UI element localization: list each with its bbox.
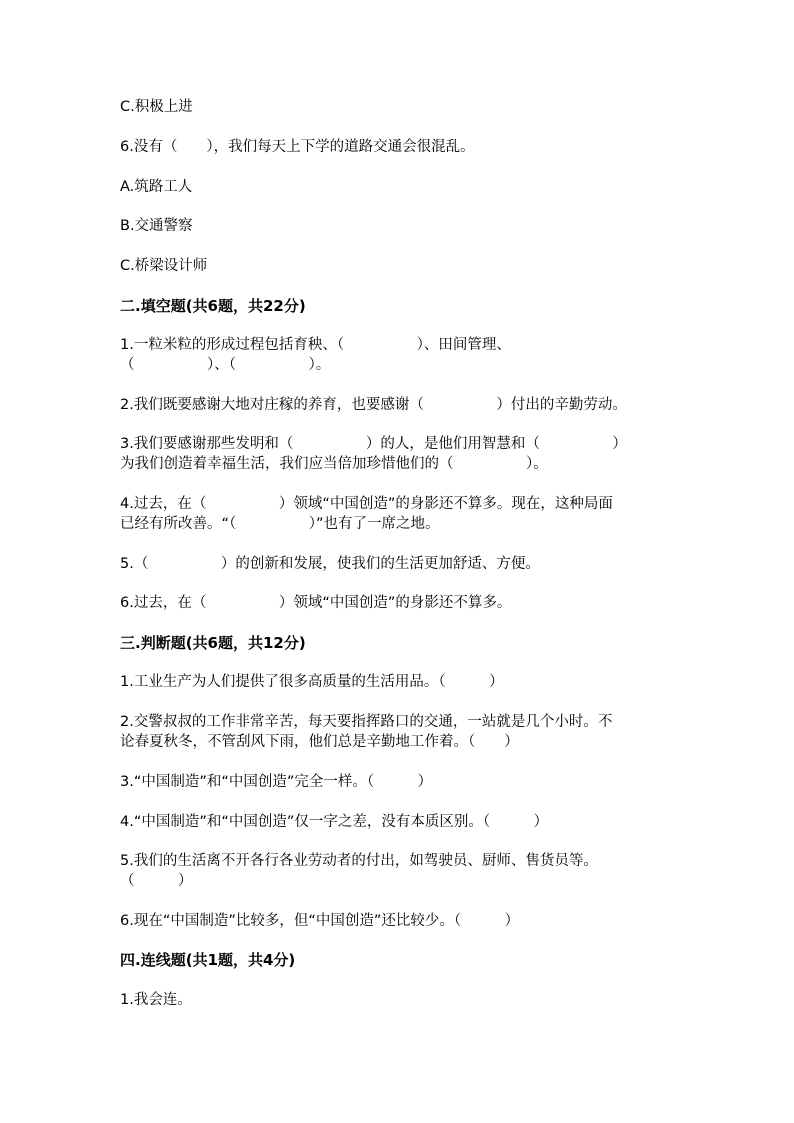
fill-blank-4-line-2: 已经有所改善。“（ ）”也有了一席之地。 (120, 516, 440, 532)
fill-blank-5: 5.（ ）的创新和发展，使我们的生活更加舒适、方便。 (120, 556, 540, 572)
judge-4: 4.“中国制造”和“中国创造”仅一字之差，没有本质区别。（ ） (120, 814, 549, 830)
question-6-option-c: C.桥梁设计师 (120, 258, 208, 274)
matching-1: 1.我会连。 (120, 992, 192, 1008)
judge-1: 1.工业生产为人们提供了很多高质量的生活用品。（ ） (120, 674, 504, 690)
judge-2-line-1: 2.交警叔叔的工作非常辛苦，每天要指挥路口的交通，一站就是几个小时。不 (120, 714, 613, 730)
fill-blank-1-line-1: 1.一粒米粒的形成过程包括育秧、（ ）、田间管理、 (120, 337, 511, 353)
section-3-heading: 三.判断题(共6题，共12分) (120, 634, 306, 652)
fill-blank-6: 6.过去，在（ ）领域“中国创造”的身影还不算多。 (120, 595, 512, 611)
judge-5-line-2: （ ） (120, 873, 193, 889)
fill-blank-2: 2.我们既要感谢大地对庄稼的养育，也要感谢（ ）付出的辛勤劳动。 (120, 397, 627, 413)
judge-3: 3.“中国制造”和“中国创造”完全一样。（ ） (120, 774, 433, 790)
question-6-option-b: B.交通警察 (120, 218, 193, 234)
option-c-prev: C.积极上进 (120, 99, 193, 115)
question-6-option-a: A.筑路工人 (120, 179, 193, 195)
fill-blank-1-line-2: （ ）、（ ）。 (120, 357, 331, 373)
judge-2-line-2: 论春夏秋冬，不管刮风下雨，他们总是辛勤地工作着。（ ） (120, 734, 519, 750)
judge-5-line-1: 5.我们的生活离不开各行各业劳动者的付出，如驾驶员、厨师、售货员等。 (120, 853, 598, 869)
section-2-heading: 二.填空题(共6题，共22分) (120, 297, 306, 315)
question-6-stem: 6.没有（ ），我们每天上下学的道路交通会很混乱。 (120, 139, 475, 155)
judge-6: 6.现在“中国制造”比较多，但“中国创造”还比较少。（ ） (120, 913, 520, 929)
fill-blank-4-line-1: 4.过去，在（ ）领域“中国创造”的身影还不算多。现在，这种局面 (120, 496, 613, 512)
section-4-heading: 四.连线题(共1题，共4分) (120, 951, 296, 969)
fill-blank-3-line-1: 3.我们要感谢那些发明和（ ）的人，是他们用智慧和（ ） (120, 436, 627, 452)
fill-blank-3-line-2: 为我们创造着幸福生活，我们应当倍加珍惜他们的（ ）。 (120, 456, 548, 472)
